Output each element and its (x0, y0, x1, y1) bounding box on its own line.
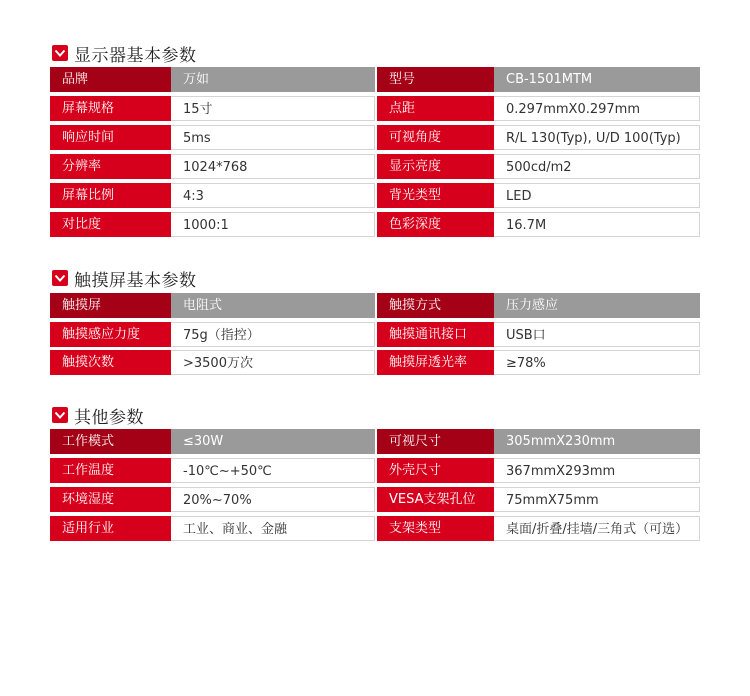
param-value: 压力感应 (494, 293, 700, 318)
table-row (50, 516, 700, 541)
param-value: 75g（指控） (171, 322, 375, 347)
table-row (50, 154, 700, 179)
param-value: 75mmX75mm (494, 487, 700, 512)
section-title: 触摸屏基本参数 (74, 270, 197, 291)
param-label: 屏幕规格 (50, 96, 171, 121)
param-value: 万如 (171, 67, 375, 92)
param-label: 品牌 (50, 67, 171, 92)
param-label: VESA支架孔位 (377, 487, 494, 512)
checkmark-icon (52, 270, 68, 286)
table-row (50, 487, 700, 512)
param-value: 桌面/折叠/挂墙/三角式（可选） (494, 516, 700, 541)
param-label: 屏幕比例 (50, 183, 171, 208)
param-value: 305mmX230mm (494, 429, 700, 454)
param-value: 工业、商业、金融 (171, 516, 375, 541)
param-value: USB口 (494, 322, 700, 347)
param-value: 367mmX293mm (494, 458, 700, 483)
checkmark-icon (52, 45, 68, 61)
param-label: 可视尺寸 (377, 429, 494, 454)
param-value: R/L 130(Typ), U/D 100(Typ) (494, 125, 700, 150)
param-label: 触摸次数 (50, 350, 171, 375)
section-header (52, 40, 197, 66)
param-label: 触摸方式 (377, 293, 494, 318)
checkmark-icon (52, 407, 68, 423)
param-label: 可视角度 (377, 125, 494, 150)
table-row (50, 350, 700, 375)
param-label: 点距 (377, 96, 494, 121)
param-label: 触摸通讯接口 (377, 322, 494, 347)
param-label: 环境湿度 (50, 487, 171, 512)
param-label: 分辨率 (50, 154, 171, 179)
param-value: 0.297mmX0.297mm (494, 96, 700, 121)
param-label: 色彩深度 (377, 212, 494, 237)
param-label: 工作模式 (50, 429, 171, 454)
param-value: -10℃~+50℃ (171, 458, 375, 483)
section-header (52, 265, 197, 291)
param-value: ≥78% (494, 350, 700, 375)
table-row (50, 322, 700, 347)
section-title: 显示器基本参数 (74, 45, 197, 66)
param-value: >3500万次 (171, 350, 375, 375)
table-row (50, 212, 700, 237)
param-value: CB-1501MTM (494, 67, 700, 92)
param-label: 触摸感应力度 (50, 322, 171, 347)
param-label: 支架类型 (377, 516, 494, 541)
table-row (50, 125, 700, 150)
param-value: 5ms (171, 125, 375, 150)
section-header (52, 402, 144, 428)
param-label: 工作温度 (50, 458, 171, 483)
param-label: 响应时间 (50, 125, 171, 150)
table-row (50, 293, 700, 318)
param-label: 显示亮度 (377, 154, 494, 179)
param-label: 型号 (377, 67, 494, 92)
param-label: 触摸屏 (50, 293, 171, 318)
param-value: 500cd/m2 (494, 154, 700, 179)
param-value: 15寸 (171, 96, 375, 121)
param-value: 16.7M (494, 212, 700, 237)
param-value: ≤30W (171, 429, 375, 454)
table-row (50, 96, 700, 121)
param-label: 对比度 (50, 212, 171, 237)
section-title: 其他参数 (74, 407, 144, 428)
param-label: 触摸屏透光率 (377, 350, 494, 375)
table-row (50, 67, 700, 92)
table-row (50, 458, 700, 483)
param-value: 4:3 (171, 183, 375, 208)
param-value: 1024*768 (171, 154, 375, 179)
param-label: 外壳尺寸 (377, 458, 494, 483)
param-value: 1000:1 (171, 212, 375, 237)
param-label: 适用行业 (50, 516, 171, 541)
param-label: 背光类型 (377, 183, 494, 208)
param-value: 电阻式 (171, 293, 375, 318)
table-row (50, 183, 700, 208)
param-value: 20%~70% (171, 487, 375, 512)
table-row (50, 429, 700, 454)
param-value: LED (494, 183, 700, 208)
